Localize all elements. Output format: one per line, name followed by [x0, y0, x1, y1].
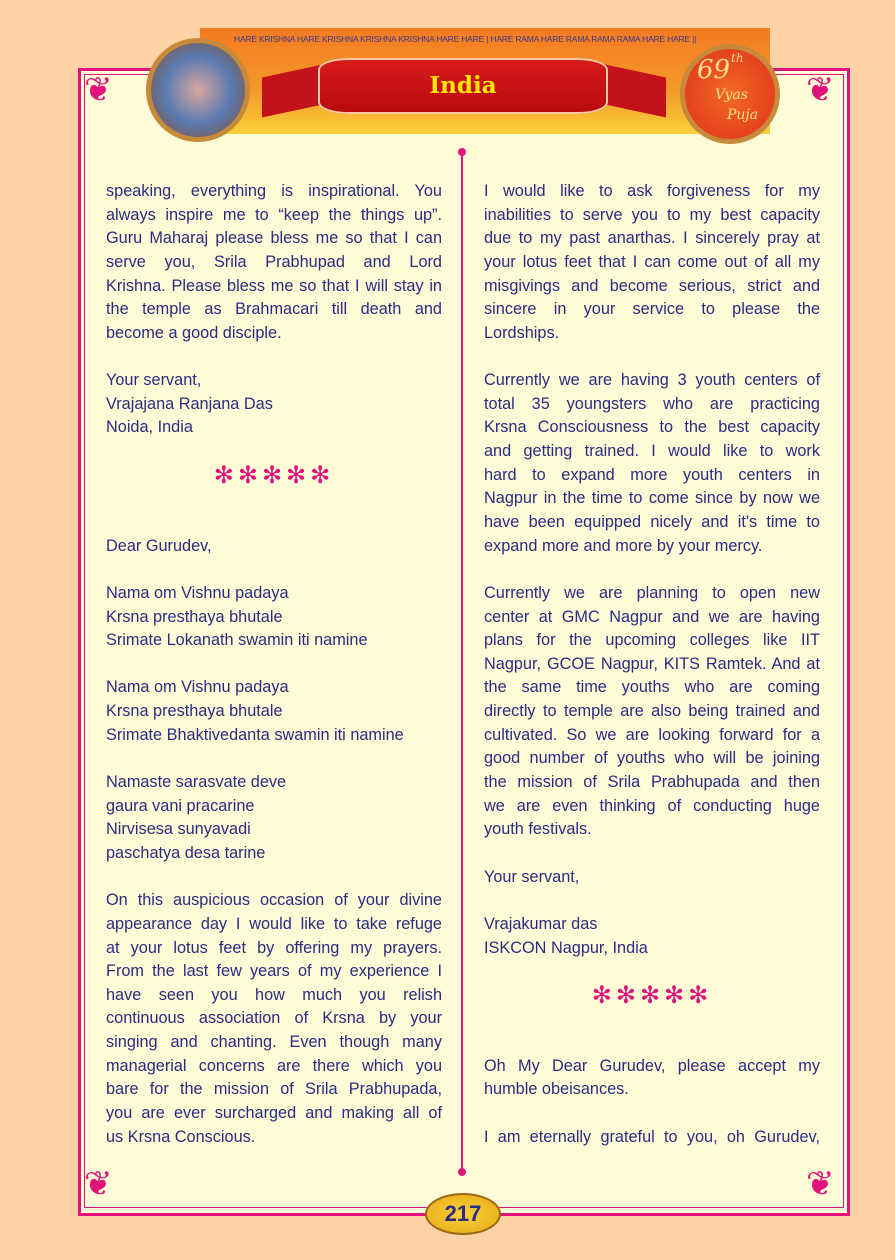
text-line: Krishna. Please bless me so that I will stay in — [106, 276, 442, 295]
text-line: Noida, India — [106, 418, 193, 437]
text-line: plans for the upcoming colleges like IIT — [484, 631, 820, 650]
blank-line — [106, 866, 442, 890]
text-line: Namaste sarasvate deve — [106, 773, 287, 792]
badge-suffix: th — [731, 51, 744, 65]
text-line: due to my past anarthas. I sincerely pray at — [484, 229, 820, 248]
text-line: Oh My Dear Gurudev, please accept my — [484, 1056, 820, 1075]
text-line: Vrajajana Ranjana Das — [106, 394, 273, 413]
text-line: Nama om Vishnu padaya — [106, 583, 289, 602]
deity-medallion-image — [146, 38, 250, 142]
text-line: Guru Maharaj please bless me so that I can — [106, 229, 442, 248]
separator-stars: ✻✻✻✻✻ — [591, 981, 713, 1009]
text-line: bare for the mission of Srila Prabhupada, — [106, 1080, 442, 1099]
blank-line — [484, 345, 820, 369]
text-line: ISKCON Nagpur, India — [484, 938, 648, 957]
text-line: gaura vani pracarine — [106, 796, 255, 815]
divider-dot — [458, 1168, 466, 1176]
text-line: paschatya desa tarine — [106, 843, 266, 862]
text-line: Currently we are planning to open new — [484, 583, 820, 602]
text-line: continuous association of Krsna by your — [106, 1009, 442, 1028]
right-column-text — [484, 180, 820, 1149]
text-line: expand more and more by your mercy. — [484, 536, 763, 555]
separator-stars: ✻✻✻✻✻ — [213, 461, 335, 489]
text-line: Krsna presthaya bhutale — [106, 607, 283, 626]
text-line: I would like to ask forgiveness for my — [484, 182, 820, 200]
blank-line — [484, 1007, 820, 1031]
text-line: us Krsna Conscious. — [106, 1127, 256, 1146]
text-line: appearance day I would like to take refuge — [106, 914, 442, 933]
header-mantra: HARE KRISHNA HARE KRISHNA KRISHNA KRISHNA HARE HARE | HARE RAMA HARE RAMA RAMA RAMA HARE HARE || — [234, 34, 697, 44]
text-line: your lotus feet that I can come out of all my — [484, 252, 820, 271]
text-line: directly to temple are also being trained and — [484, 702, 820, 721]
text-line: Krsna presthaya bhutale — [106, 702, 283, 721]
text-line: I am eternally grateful to you, oh Gurudev, — [484, 1127, 820, 1146]
text-line: misgivings and become serious, strict and — [484, 276, 820, 295]
text-line: you are ever surcharged and making all of — [106, 1103, 442, 1122]
section-title: India — [429, 72, 497, 99]
vyas-puja-badge — [680, 44, 780, 144]
text-line: the same time youths who are coming — [484, 678, 820, 697]
text-line: the mission of Srila Prabhupada and then — [484, 773, 820, 792]
text-line: Srimate Bhaktivedanta swamin iti namine — [106, 725, 404, 744]
text-line: Your servant, — [484, 867, 580, 886]
blank-line — [106, 345, 442, 369]
column-divider — [461, 152, 463, 1172]
text-line: good number of youths who will be joining — [484, 749, 820, 768]
text-line: speaking, everything is inspirational. You — [106, 182, 442, 200]
blank-line — [106, 511, 442, 535]
badge-number: 69 — [697, 55, 731, 85]
blank-line — [106, 487, 442, 511]
text-line: Vrajakumar das — [484, 914, 598, 933]
blank-line — [484, 1031, 820, 1055]
badge-puja: Puja — [727, 107, 759, 123]
text-line: Your servant, — [106, 371, 202, 390]
text-line: inabilities to serve you to my best capacity — [484, 205, 820, 224]
text-line: singing and chanting. Even though many — [106, 1033, 442, 1052]
corner-flourish-icon: ❦ — [806, 70, 835, 110]
text-line: center at GMC Nagpur and we are having — [484, 607, 820, 626]
corner-flourish-icon: ❦ — [84, 1164, 113, 1204]
text-line: Lordships. — [484, 323, 560, 342]
text-line: From the last few years of my experience I — [106, 962, 442, 981]
text-line: always inspire me to “keep the things up”. — [106, 205, 442, 224]
text-line: Krsna Consciousness to the best capacity — [484, 418, 820, 437]
text-line: Nama om Vishnu padaya — [106, 678, 289, 697]
text-line: On this auspicious occasion of your divine — [106, 891, 442, 910]
blank-line — [106, 440, 442, 464]
text-line: humble obeisances. — [484, 1080, 629, 1099]
blank-line — [484, 960, 820, 984]
text-line: Dear Gurudev, — [106, 536, 212, 555]
text-line: cultivated. So we are looking forward for a — [484, 725, 820, 744]
text-line: and getting trained. I would like to work — [484, 442, 820, 461]
text-line: have seen you how much you relish — [106, 985, 442, 1004]
corner-flourish-icon: ❦ — [84, 70, 113, 110]
text-line: Nagpur, GCOE Nagpur, KITS Ramtek. And at — [484, 654, 820, 673]
blank-line — [484, 842, 820, 866]
text-line: Nagpur in the time to come since by now we — [484, 489, 820, 508]
blank-line — [484, 558, 820, 582]
text-line: at your lotus feet by offering my prayers. — [106, 938, 442, 957]
left-column-text — [106, 180, 442, 1149]
blank-line — [484, 1102, 820, 1126]
badge-vyas: Vyas — [715, 87, 748, 103]
text-line: serve you, Srila Prabhupad and Lord — [106, 252, 442, 271]
text-line: we are even thinking of conducting huge — [484, 796, 820, 815]
text-line: total 35 youngsters who are practicing — [484, 394, 820, 413]
text-line: Nirvisesa sunyavadi — [106, 820, 251, 839]
text-line: Currently we are having 3 youth centers of — [484, 371, 820, 390]
text-line: managerial concerns are there which you — [106, 1056, 442, 1075]
text-line: hard to expand more youth centers in — [484, 465, 820, 484]
blank-line — [106, 558, 442, 582]
blank-line — [106, 747, 442, 771]
divider-dot — [458, 148, 466, 156]
text-line: Srimate Lokanath swamin iti namine — [106, 631, 368, 650]
corner-flourish-icon: ❦ — [806, 1164, 835, 1204]
text-line: have been equipped nicely and it's time to — [484, 512, 820, 531]
text-line: youth festivals. — [484, 820, 592, 839]
text-line: the temple as Brahmacari till death and — [106, 300, 442, 319]
blank-line — [106, 653, 442, 677]
page-number: 217 — [425, 1193, 501, 1235]
blank-line — [484, 889, 820, 913]
text-line: sincere in your service to please the — [484, 300, 820, 319]
text-line: become a good disciple. — [106, 323, 282, 342]
